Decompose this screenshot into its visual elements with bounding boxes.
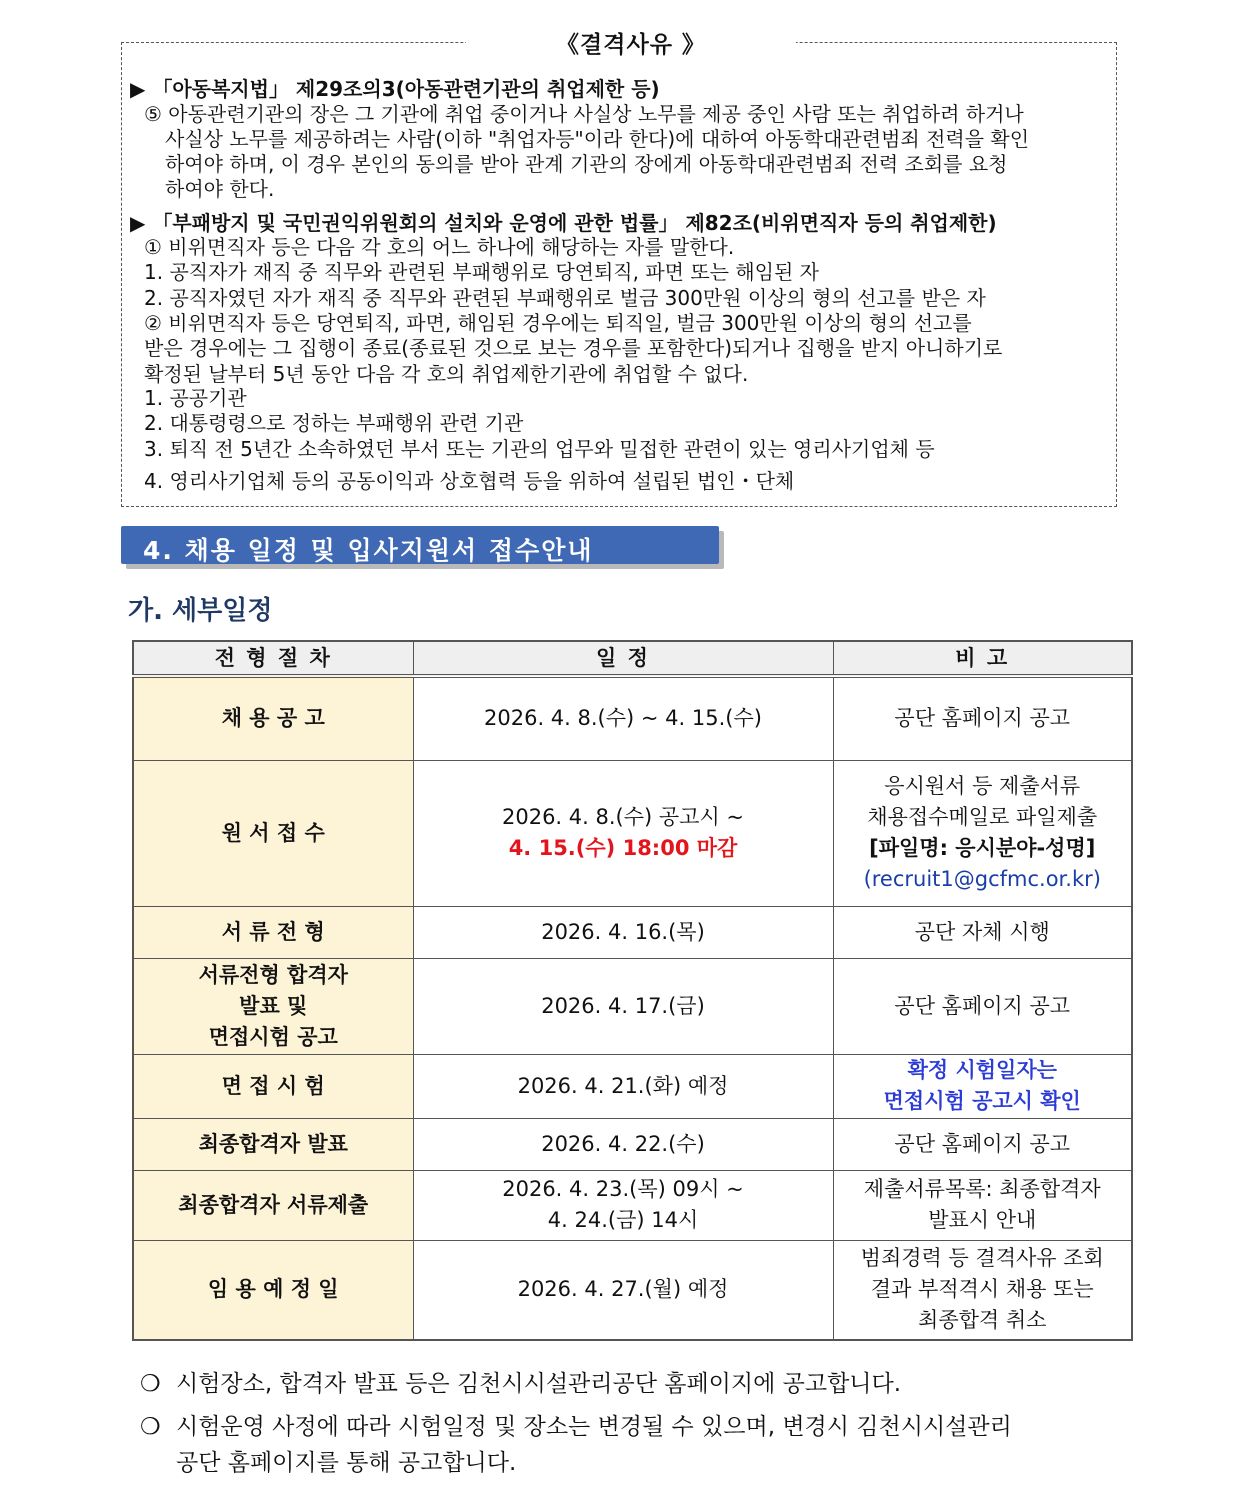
- step-cell: 원 서 접 수: [133, 760, 413, 906]
- step-text: 서류전형 합격자: [198, 962, 348, 987]
- table-header-row: [133, 641, 1132, 676]
- law2-line: 확정된 날부터 5년 동안 다음 각 호의 취업제한기관에 취업할 수 없다.: [144, 362, 749, 386]
- table-row: [133, 1170, 1132, 1240]
- circle-bullet-icon: ❍: [140, 1414, 161, 1440]
- note-cell: 공단 자체 시행: [833, 906, 1132, 958]
- date-text: 2026. 4. 23.(목) 09시 ~: [502, 1177, 744, 1201]
- note-cell: 공단 홈페이지 공고: [833, 958, 1132, 1054]
- table-header: 비 고: [833, 641, 1132, 676]
- subsection-title: 가. 세부일정: [128, 596, 273, 626]
- circle-bullet-icon: ❍: [140, 1371, 161, 1397]
- note-item: [140, 1367, 901, 1401]
- note-text: 확정 시험일자는: [907, 1058, 1057, 1082]
- note-text: 제출서류목록: 최종합격자: [863, 1177, 1101, 1201]
- step-text: 발표 및: [239, 993, 308, 1018]
- law2-line: 받은 경우에는 그 집행이 종료(종료된 것으로 보는 경우를 포함한다)되거나 집행을 받지 아니하기로: [144, 336, 1003, 360]
- note-item: [140, 1410, 1012, 1444]
- law2-line: ② 비위면직자 등은 당연퇴직, 파면, 해임된 경우에는 퇴직일, 벌금 300만원 이상의 형의 선고를: [144, 311, 972, 335]
- note-cell: 공단 홈페이지 공고: [833, 676, 1132, 760]
- disqualification-title: 《결격사유 》: [466, 26, 796, 59]
- law1-line: 하여야 한다.: [165, 177, 275, 201]
- table-row: [133, 906, 1132, 958]
- table-header: 전 형 절 차: [133, 641, 413, 676]
- law2-line: 2. 대통령령으로 정하는 부패행위 관련 기관: [144, 411, 524, 435]
- schedule-table: [132, 640, 1133, 1341]
- date-cell: 2026. 4. 8.(수) ~ 4. 15.(수): [413, 676, 833, 760]
- law1-line: 사실상 노무를 제공하려는 사람(이하 "취업자등"이라 한다)에 대하여 아동학대관련범죄 전력을 확인: [165, 127, 1030, 151]
- law1-heading: ▶ 「아동복지법」 제29조의3(아동관련기관의 취업제한 등): [130, 77, 660, 101]
- note-cell: [833, 760, 1132, 906]
- note-text: 면접시험 공고시 확인: [883, 1089, 1081, 1113]
- note-cell: 공단 홈페이지 공고: [833, 1118, 1132, 1170]
- date-cell: 2026. 4. 17.(금): [413, 958, 833, 1054]
- date-cell: 2026. 4. 21.(화) 예정: [413, 1054, 833, 1118]
- law2-heading: ▶ 「부패방지 및 국민권익위원회의 설치와 운영에 관한 법률」 제82조(비위면직자 등의 취업제한): [130, 211, 997, 235]
- table-row: [133, 676, 1132, 760]
- step-cell: 서 류 전 형: [133, 906, 413, 958]
- step-cell: 채 용 공 고: [133, 676, 413, 760]
- section-title: 4. 채용 일정 및 입사지원서 접수안내: [143, 536, 594, 565]
- note-text: 발표시 안내: [928, 1208, 1037, 1232]
- table-header: 일 정: [413, 641, 833, 676]
- note-text: 시험운영 사정에 따라 시험일정 및 장소는 변경될 수 있으며, 변경시 김천시시설관리: [176, 1414, 1012, 1440]
- table-row: [133, 1118, 1132, 1170]
- law2-line: 1. 공공기관: [144, 386, 247, 410]
- law2-line: 4. 영리사기업체 등의 공동이익과 상호협력 등을 위하여 설립된 법인・단체: [144, 469, 795, 493]
- section-banner: [121, 526, 719, 564]
- note-text: 채용접수메일로 파일제출: [867, 805, 1098, 829]
- email-text: (recruit1@gcfmc.or.kr): [863, 867, 1101, 891]
- date-cell: 2026. 4. 22.(수): [413, 1118, 833, 1170]
- date-cell: [413, 760, 833, 906]
- note-text: 응시원서 등 제출서류: [884, 774, 1081, 798]
- note-cell: [833, 1170, 1132, 1240]
- date-cell: 2026. 4. 16.(목): [413, 906, 833, 958]
- law1-line: 하여야 하며, 이 경우 본인의 동의를 받아 관계 기관의 장에게 아동학대관련범죄 전력 조회를 요청: [165, 152, 1008, 176]
- note-continuation: 공단 홈페이지를 통해 공고합니다.: [176, 1450, 517, 1476]
- filename-text: [파일명: 응시분야-성명]: [869, 836, 1096, 860]
- step-cell: 임 용 예 정 일: [133, 1240, 413, 1340]
- law2-line: ① 비위면직자 등은 다음 각 호의 어느 하나에 해당하는 자를 말한다.: [144, 235, 735, 259]
- table-row: [133, 760, 1132, 906]
- note-cell: [833, 1054, 1132, 1118]
- deadline-text: 4. 15.(수) 18:00 마감: [508, 836, 738, 860]
- note-text: 시험장소, 합격자 발표 등은 김천시시설관리공단 홈페이지에 공고합니다.: [176, 1371, 902, 1397]
- step-text: 면접시험 공고: [208, 1024, 338, 1049]
- step-cell: [133, 958, 413, 1054]
- law2-line: 2. 공직자였던 자가 재직 중 직무와 관련된 부패행위로 벌금 300만원 이상의 형의 선고를 받은 자: [144, 286, 986, 310]
- table-row: [133, 1240, 1132, 1340]
- date-text: 4. 24.(금) 14시: [547, 1208, 699, 1232]
- note-text: 최종합격 취소: [918, 1308, 1047, 1333]
- step-cell: 최종합격자 발표: [133, 1118, 413, 1170]
- date-text: 2026. 4. 8.(수) 공고시 ~: [501, 805, 745, 829]
- step-cell: 면 접 시 험: [133, 1054, 413, 1118]
- table-row: [133, 958, 1132, 1054]
- note-text: 결과 부적격시 채용 또는: [870, 1277, 1094, 1302]
- step-cell: 최종합격자 서류제출: [133, 1170, 413, 1240]
- law1-line: ⑤ 아동관련기관의 장은 그 기관에 취업 중이거나 사실상 노무를 제공 중인 사람 또는 취업하려 하거나: [144, 102, 1024, 126]
- table-row: [133, 1054, 1132, 1118]
- law2-line: 3. 퇴직 전 5년간 소속하였던 부서 또는 기관의 업무와 밀접한 관련이 있는 영리사기업체 등: [144, 437, 935, 461]
- date-cell: [413, 1170, 833, 1240]
- law2-line: 1. 공직자가 재직 중 직무와 관련된 부패행위로 당연퇴직, 파면 또는 해임된 자: [144, 260, 819, 284]
- date-cell: 2026. 4. 27.(월) 예정: [413, 1240, 833, 1340]
- note-cell: [833, 1240, 1132, 1340]
- note-text: 범죄경력 등 결격사유 조회: [860, 1246, 1104, 1271]
